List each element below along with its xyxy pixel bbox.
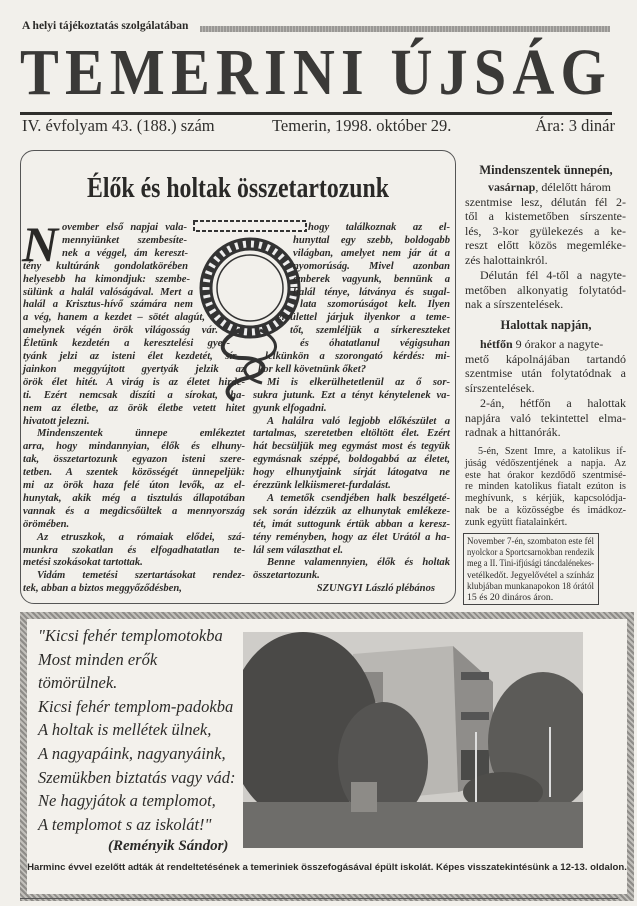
article-text-line: Vidám temetési szertartásokat rendez- bbox=[37, 570, 245, 582]
article-text-line: tét, imát suttogunk értük abban a keresz- bbox=[253, 518, 450, 530]
notice-paragraph-line: júság védőszentjének a napja. Az bbox=[465, 457, 626, 469]
article-text-line: munkra szokatlan és elfogadhatatlan te- bbox=[23, 544, 245, 556]
poem-line: tömörülnek. bbox=[38, 673, 118, 693]
poem-line: A nagyapáink, nagyanyáink, bbox=[38, 744, 226, 763]
article-title: Élők és holtak összetartozunk bbox=[87, 172, 389, 204]
article-text-line: kor kell követnünk őket? bbox=[258, 363, 366, 375]
event-notice-line: nyolckor a Sportcsarnokban rendezik bbox=[467, 547, 595, 559]
article-text-line: gyunk elfogadni. bbox=[253, 402, 327, 414]
notice-text: 9 órakor a nagyte- bbox=[512, 337, 604, 351]
notice-heading: Halottak napján, bbox=[500, 318, 592, 332]
article-text-line: örömében. bbox=[23, 518, 70, 530]
article-signature: SZUNGYI László plébános bbox=[316, 583, 435, 595]
notice-paragraph-line: este hat órakor kezdődő szentmisé- bbox=[465, 469, 626, 481]
poem-line: Most minden erők bbox=[38, 649, 158, 669]
notice-paragraph-line: mető kápolnájában tartandó bbox=[465, 351, 626, 366]
drop-cap: N bbox=[22, 216, 59, 272]
notice-paragraph-line: nak be a közösségbe és imádkoz- bbox=[465, 505, 626, 516]
photo-caption: Harminc évvel ezelőtt adták át rendeltetésének a temeriniek összefogásával épült iskolát. Képes visszatekintésünk a 12-13. oldalon. bbox=[27, 862, 627, 873]
article-text-line: Az etruszkok, a rómaiak elődei, szá- bbox=[37, 531, 245, 543]
article-text-line: tyánk jelzi az isteni élet kezdetét, sír- bbox=[23, 351, 240, 362]
notice-paragraph-line: 2-án, hétfőn a halottak bbox=[480, 396, 626, 410]
notice-paragraph-line: napjára való tekintettel elma- bbox=[465, 410, 626, 425]
article-text-line: Benne valamennyien, élők és holtak bbox=[267, 557, 450, 569]
article-text-line: összetartozunk. bbox=[253, 570, 320, 582]
article-text-line: arra, hogy mindannyian, élők és elhuny- bbox=[23, 441, 245, 453]
article-text-line: nek a véggel, ám kereszt- bbox=[62, 247, 188, 259]
notice-paragraph-line: sírszentelések. bbox=[465, 380, 535, 395]
school-building-photo bbox=[243, 632, 583, 848]
article-text-line: lelkünkön a szorongató kérdés: mi- bbox=[265, 351, 450, 362]
article-text-line: tény kultúránk gondolatkörében bbox=[23, 260, 188, 272]
event-notice-line: November 7-én, szombaton este fél bbox=[467, 536, 595, 547]
article-text-line: lata szomorúságot kelt. Ilyen bbox=[300, 299, 450, 311]
poem-line: Kicsi fehér templom-padokba bbox=[38, 696, 234, 716]
event-notice-line: klubjában munkanapokon 18 órától bbox=[467, 580, 595, 592]
article-text-line: hát becsüljük meg egymást most és tegyük bbox=[253, 441, 450, 453]
poem-author: (Reményik Sándor) bbox=[108, 838, 229, 854]
article-text-line: a vég, hanem a kezdet – sötét alagút, bbox=[23, 312, 205, 324]
article-text-line: hogy találkoznak az el- bbox=[308, 222, 450, 233]
article-text-line: világban, amelyet nem jár át a bbox=[293, 247, 450, 259]
article-text-line: nyomorúság. Mivel azonban bbox=[293, 260, 450, 272]
poem-line: "Kicsi fehér templomotokba bbox=[38, 626, 223, 645]
article-text-line: egymásnak széppé, boldogabbá az életet, bbox=[253, 454, 450, 466]
article-text-line: lál sem választhat el. bbox=[253, 544, 344, 556]
article-text-line: A temetők csendjében halk beszélgeté- bbox=[267, 492, 450, 504]
article-text-line: metési szokásokat tartottak. bbox=[23, 557, 143, 569]
notice-paragraph-line: zés halottainkról. bbox=[465, 253, 548, 267]
article-text-line: hunytak, akik még a tisztulás állapotában bbox=[23, 492, 245, 504]
notice-paragraph-line: szentmise után folytatódnak a bbox=[465, 366, 626, 381]
article-text-line: halál a Krisztus-hívő számára nem bbox=[23, 299, 193, 311]
article-text-line: jainkon meggyújtott gyertyák jelzik az bbox=[23, 363, 245, 375]
article-text-line: vannak és a megdicsőültek a mennyország bbox=[23, 505, 245, 517]
notice-paragraph-line: Délután fél 4-től a nagyte- bbox=[480, 268, 626, 282]
article-text-line: sülünk a halál valóságával. Mert a bbox=[23, 286, 193, 298]
article-text-line: A halálra való legjobb előkészület a bbox=[267, 415, 450, 427]
dateline: Temerin, 1998. október 29. bbox=[272, 116, 452, 135]
masthead-rule bbox=[20, 112, 612, 115]
notice-paragraph-line: reszt előtt közös megemléke- bbox=[465, 238, 626, 253]
notice-paragraph-line: től a kistemetőben sírszente- bbox=[465, 209, 626, 224]
article-text-line: érzülettel járjuk ilyenkor a teme- bbox=[277, 312, 450, 324]
article-text-line: tetben. A szentek közösségét ünnepeljük: bbox=[23, 467, 245, 479]
article-text-line: mi az örök haza felé úton levők, az el- bbox=[23, 480, 245, 491]
newspaper-title: TEMERINI ÚJSÁG bbox=[20, 36, 612, 109]
notice-paragraph-line: szentmise lesz, délután fél 2- bbox=[465, 194, 626, 209]
tagline-bar bbox=[200, 26, 610, 32]
event-notice-line: meg a II. Tini-ifjúsági táncdalénekes- bbox=[467, 558, 594, 570]
poem-line: A templomot s az iskolát!" bbox=[38, 814, 212, 834]
issue-number: IV. évfolyam 43. (188.) szám bbox=[22, 116, 215, 135]
article-text-line: emberek vagyunk, bennünk a bbox=[293, 273, 450, 285]
event-notice-line: 15 és 20 dináros áron. bbox=[467, 592, 554, 603]
article-text-line: hogy elhunytjaink sírját látogatva ne bbox=[253, 467, 450, 479]
article-text-line: helyesebb ha kimondjuk: szembe- bbox=[23, 273, 190, 285]
notice-paragraph-line: metőben alkonyatig folytatód- bbox=[465, 282, 626, 297]
notice-text: , délelőtt három bbox=[535, 180, 611, 194]
poem-line: Szemükben biztatás vagy vád: bbox=[38, 767, 236, 787]
notice-paragraph-line: lés, 3-kor gyülekezés a ke- bbox=[465, 223, 626, 238]
article-text-line: ti. Ezért nemcsak díszíti a sírokat, ha- bbox=[23, 389, 245, 401]
article-text-line: halál ténye, látványa és sugal- bbox=[293, 286, 450, 298]
article-text-line: ovember első napjai vala- bbox=[62, 222, 187, 233]
article-text-line: tek, abban a biztos meggyőződésben, bbox=[23, 583, 182, 595]
notice-heading: Mindenszentek ünnepén, bbox=[479, 163, 613, 177]
article-text-line: Életünk kezdetén a keresztelési gyer- bbox=[23, 338, 230, 350]
article-text-line: tak, összetartozunk egyazon isteni szere- bbox=[23, 454, 245, 466]
notice-paragraph-line bbox=[488, 180, 628, 194]
event-notice-line: vetélkedőt. Jegyelővétel a színház bbox=[467, 569, 595, 581]
page-bottom-rule bbox=[20, 898, 618, 899]
article-text-line: mennyiünket szembesíte- bbox=[62, 234, 187, 246]
article-text-line: amelynek végén örök világosság vár. bbox=[23, 325, 218, 337]
notice-paragraph-line: nak a sírszentelések. bbox=[465, 297, 564, 312]
article-text-line: tartalmas, szeretetben eltöltött élet. Ezért bbox=[253, 428, 450, 440]
article-text-line: sukra jutunk. Ezt a tényt kénytelenek va- bbox=[253, 389, 450, 401]
article-text-line: Mi is elkerülhetetlenül az ő sor- bbox=[267, 376, 450, 388]
notice-paragraph-line: radnak a hittanórák. bbox=[465, 425, 561, 440]
article-text-line: érezzünk lelkiismeret-furdalást. bbox=[253, 480, 391, 491]
article-text-line: hivatott jelezni. bbox=[23, 415, 90, 427]
notice-paragraph-line: 5-én, Szent Imre, a katolikus if- bbox=[478, 446, 626, 457]
article-text-line: hunyttal egy szebb, boldogabb bbox=[293, 234, 450, 246]
poem-line: Ne hagyjátok a templomot, bbox=[38, 791, 216, 811]
article-text-line: és óhatatlanul végigsuhan bbox=[300, 338, 450, 350]
poem-line: A holtak is mellétek ülnek, bbox=[38, 720, 212, 740]
notice-paragraph-line bbox=[480, 337, 626, 351]
article-text-line: nem az életbe, az örök életbe vetett hitet bbox=[23, 402, 245, 414]
tagline: A helyi tájékoztatás szolgálatában bbox=[22, 20, 189, 32]
price: Ára: 3 dinár bbox=[535, 116, 615, 135]
article-text-line: Mindenszentek ünnepe emlékeztet bbox=[37, 428, 245, 440]
notice-paragraph-line: re minden katolikus fiatalt ezúton is bbox=[465, 481, 626, 493]
notice-paragraph-line: zunk együtt fiatalainkért. bbox=[465, 516, 568, 528]
notice-day: vasárnap bbox=[488, 180, 536, 194]
notice-paragraph-line: meghívunk, s kérjük, kapcsolódja- bbox=[465, 493, 626, 505]
article-text-line: sek során idézzük az elhunytak emlékeze- bbox=[253, 505, 450, 517]
article-text-line: örök élet hitét. A virág is az életet hirde- bbox=[23, 376, 245, 388]
article-text-line: tény reményben, hogy az élet Urától a ha- bbox=[253, 531, 450, 543]
notice-day: hétfőn bbox=[480, 337, 513, 351]
article-text-line: tőt, szemléljük a sírkereszteket bbox=[290, 325, 450, 337]
